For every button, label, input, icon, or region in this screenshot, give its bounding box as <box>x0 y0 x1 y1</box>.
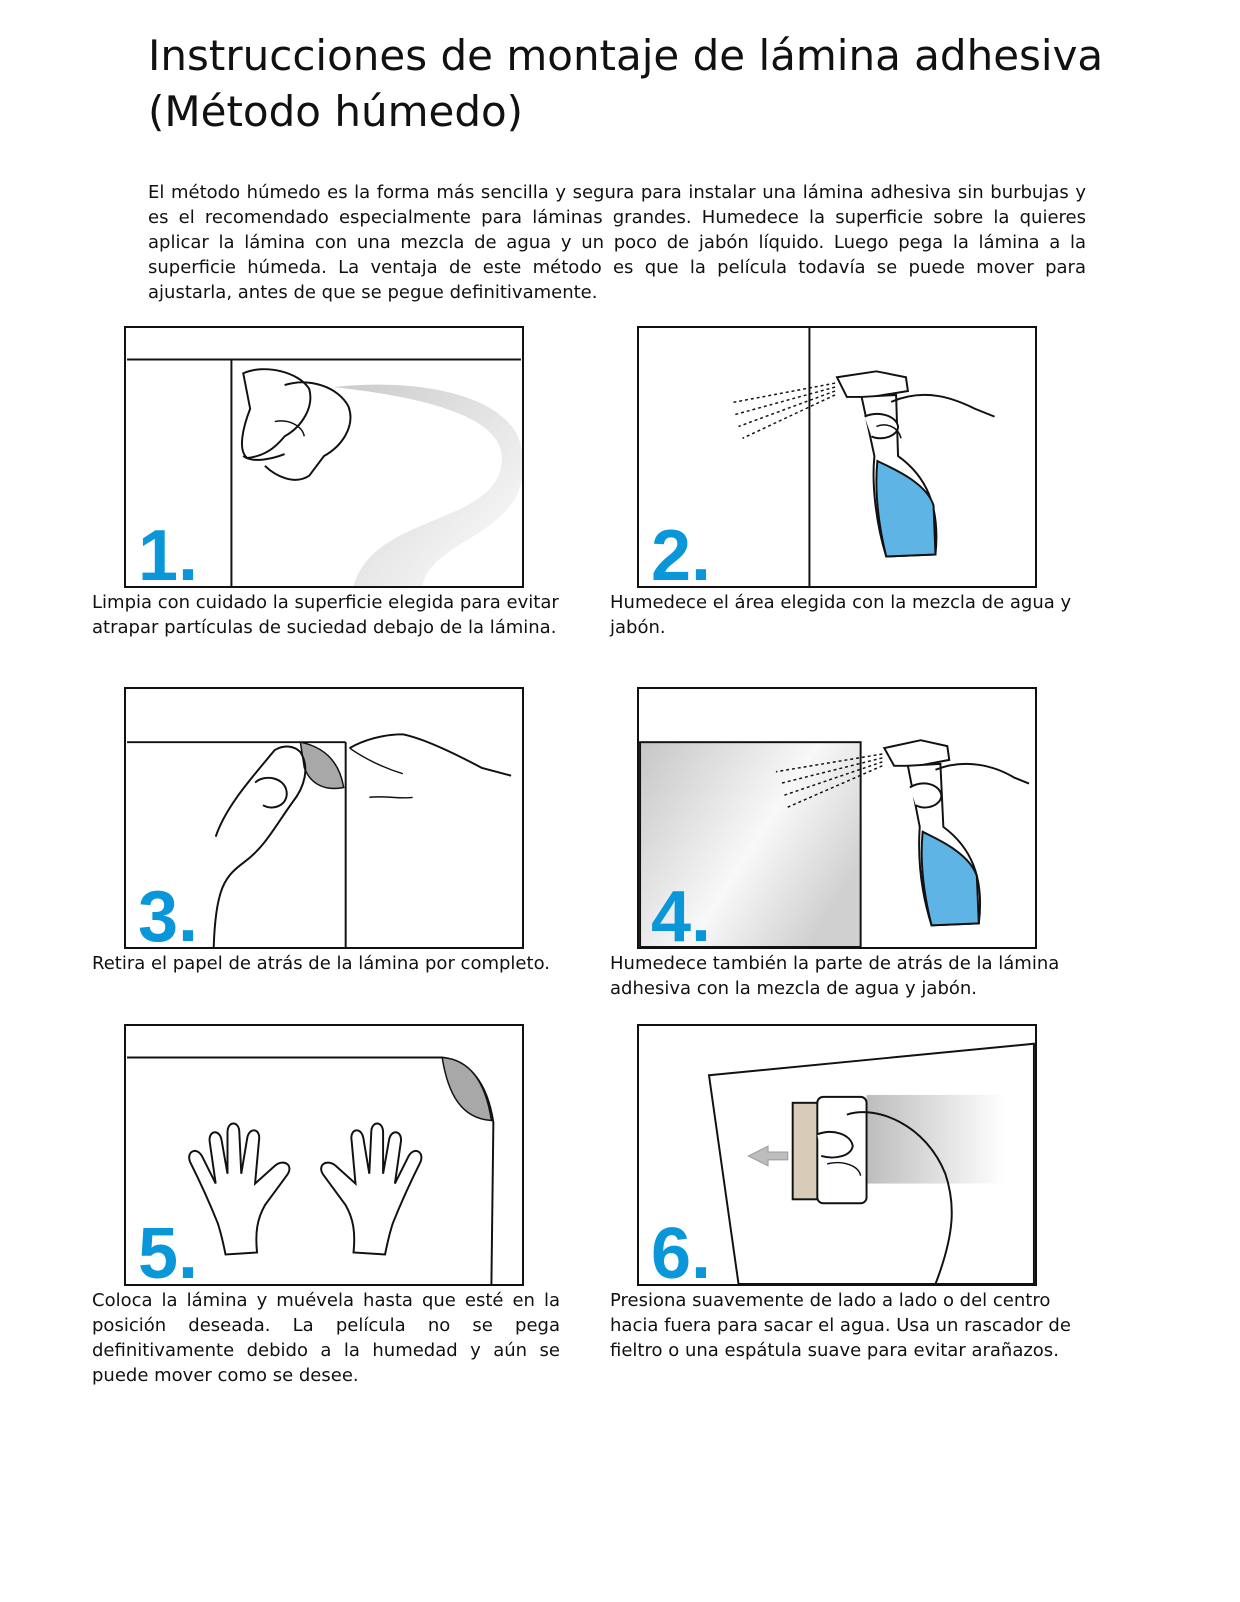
step-5-caption: Coloca la lámina y muévela hasta que esté en la posición deseada. La película no se pega definitivamente debido a la humedad y aún se puede mover como se desee. <box>92 1290 560 1386</box>
step-4-illustration <box>637 687 1037 949</box>
step-5-number: 5. <box>138 1214 199 1286</box>
step-3-illustration <box>124 687 524 949</box>
intro-paragraph: El método húmedo es la forma más sencilla y segura para instalar una lámina adhesiva sin burbujas y es el recomendado especialmente para láminas grandes. Humedece la superficie sobre la quieres aplicar la lámina con una mezcla de agua y un poco de jabón líquido. Luego pega la lámina a la superficie húmeda. La ventaja de este método es que la película todavía se puede mover para ajustarla, antes de que se pegue definitivamente. <box>148 182 1086 303</box>
step-4-number: 4. <box>651 877 712 949</box>
step-3-caption: Retira el papel de atrás de la lámina por completo. <box>92 953 550 974</box>
step-1-caption: Limpia con cuidado la superficie elegida para evitar atrapar partículas de suciedad debajo de la lámina. <box>92 592 559 638</box>
step-2-illustration <box>637 326 1037 588</box>
step-6-number: 6. <box>651 1214 712 1286</box>
step-1-number: 1. <box>138 516 199 588</box>
title-line-1: Instrucciones de montaje de lámina adhesiva <box>148 31 1104 80</box>
step-1-illustration <box>124 326 524 588</box>
step-2-number: 2. <box>651 516 712 588</box>
page-title <box>148 28 1148 140</box>
step-2-caption: Humedece el área elegida con la mezcla de agua y jabón. <box>610 592 1072 638</box>
step-3-number: 3. <box>138 877 199 949</box>
step-4-caption: Humedece también la parte de atrás de la lámina adhesiva con la mezcla de agua y jabón. <box>610 953 1060 999</box>
step-6-caption: Presiona suavemente de lado a lado o del centro hacia fuera para sacar el agua. Usa un rascador de fieltro o una espátula suave para evitar arañazos. <box>610 1290 1071 1361</box>
step-5-illustration <box>124 1024 524 1286</box>
title-line-2: (Método húmedo) <box>148 87 524 136</box>
step-6-illustration <box>637 1024 1037 1286</box>
